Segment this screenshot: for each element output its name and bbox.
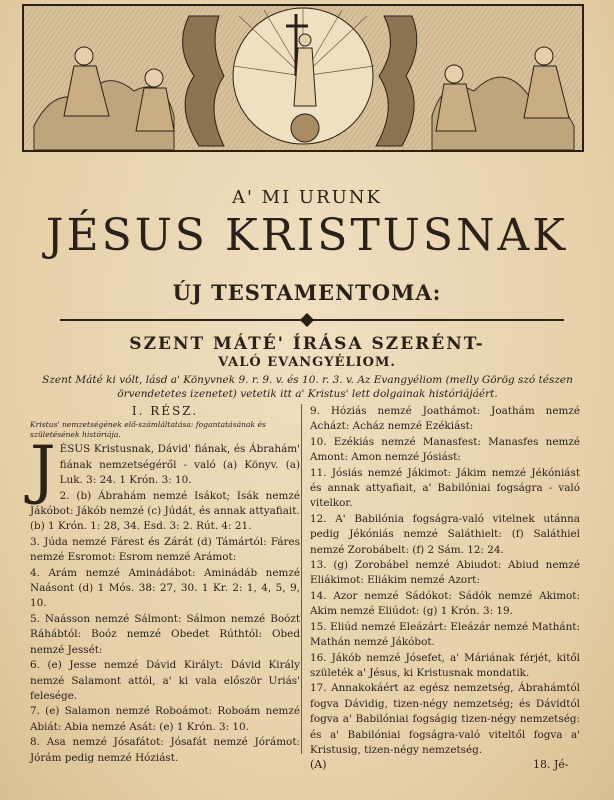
chapter-summary: Kristus' nemzetségének elő-számláltatása: fogantatásának és születésének históriája. (30, 420, 266, 439)
signature-mark: (A) (310, 758, 327, 771)
verse: 4. Arám nemzé Aminádábot: Aminádáb nemzé Naásont (d) 1 Mós. 38: 27, 30. 1 Kr. 2: 1, 4, 5, 9, 10. (30, 566, 300, 610)
verse: 5. Naásson nemzé Sálmont: Sálmon nemzé Boózt Ráhábtól: Boóz nemzé Obedet Rúthtól: Obed nemzé Jessét: (30, 612, 300, 656)
right-column (310, 404, 580, 758)
gospel-title: SZENT MÁTÉ' ÍRÁSA SZERÉNT- (129, 334, 485, 354)
gospel-subtitle: VALÓ EVANGYÉLIOM. (218, 355, 396, 370)
woodcut-illustration (22, 4, 584, 152)
verse: 7. (e) Salamon nemzé Roboámot: Roboám nemzé Abiát: Abia nemzé Asát: (e) 1 Krón. 3: 10. (30, 705, 300, 733)
column-divider (301, 404, 302, 754)
verse: ÉSUS Kristusnak, Dávid' fiának, és Ábrahám' fiának nemzetségéről - való (a) Könyv. (a) Luk. 3: 24. 1 Krón. 3: 10. (59, 443, 300, 487)
verse: 13. (g) Zorobábel nemzé Abiudot: Abiud nemzé Eliákimot: Eliákim nemzé Azort: (310, 559, 580, 587)
verse: 8. Asa nemzé Jósafátot: Jósafát nemzé Jórámot: Jórám pedig nemzé Hóziást. (30, 736, 300, 764)
resurrection-woodcut-icon (24, 6, 582, 150)
catchword: 18. Jé- (533, 758, 569, 771)
intro-note: Szent Máté ki vólt, lásd a' Könyvnek 9. r. 9. v. és 10. r. 3. v. Az Evangyéliom (melly Görög szó tészen örvendetetes izenetet) vetetik itt a' Kristus' lett dolgainak históriájáért. (42, 374, 573, 400)
verse: 3. Júda nemzé Fárest és Zárát (d) Támártól: Fáres nemzé Esromot: Esrom nemzé Arámot: (30, 535, 300, 564)
verse: 15. Eliúd nemzé Eleázárt: Eleázár nemzé Mathánt: Mathán nemzé Jákóbot. (310, 620, 580, 649)
verse: 11. Jósiás nemzé Jákimot: Jákim nemzé Jékóniást és annak attyafiait, a' Babilóniai fogságra - való vitelkor. (310, 466, 580, 510)
rule-ornament-icon (300, 313, 314, 327)
verse: 14. Azor nemzé Sádókot: Sádók nemzé Akimot: Akim nemzé Eliúdot: (g) 1 Krón. 3: 19. (310, 589, 580, 618)
verse: 9. Hóziás nemzé Joathámot: Joathám nemzé Acházt: Acház nemzé Ezékiást: (310, 405, 580, 433)
title-line-3: ÚJ TESTAMENTOMA: (172, 280, 442, 305)
left-column (30, 404, 300, 766)
chapter-heading: I. RÉSZ. (131, 404, 199, 418)
title-line-1: A' MI URUNK (231, 187, 383, 208)
verse: 17. Annakokáért az egész nemzetség, Ábrahámtól fogva Dávidig, tizen-négy nemzetség; és Dávidtól fogva a' Babilóniai fogságig tizen-négy nemzetség: és a' Babilóniai fogságra-való viteltől fogva a' Kristusig, tizen-négy nemzetség. (310, 682, 580, 756)
title-line-2: JÉSUS KRISTUSNAK (45, 210, 569, 261)
verse: (b) 1 Krón. 1: 28, 34. Esd. 3: 2. Rút. 4: 21. (30, 520, 252, 533)
verse: 16. Jákób nemzé Jósefet, a' Máriának férjét, kitől születék a' Jésus, ki Kristusnak mondatik. (310, 651, 580, 679)
verse: 12. A' Babilónia fogságra-való vitelnek utánna pedig Jékóniás nemzé Saláthielt: (f) Saláthiel nemzé Zorobábelt: (f) 2 Sám. 12: 24. (310, 512, 580, 556)
drop-cap: J (30, 433, 56, 508)
verse: 2. (b) Ábrahám nemzé Isákot; Isák nemzé Jákóbot: Jákób nemzé (c) Júdát, és annak attyafiait. (30, 489, 300, 518)
verse: 6. (e) Jesse nemzé Dávid Királyt: Dávid Király nemzé Salamont attól, a' ki vala először Uriás' felesége. (30, 659, 300, 702)
verse: 10. Ezékiás nemzé Manasfest: Manasfes nemzé Amont: Amon nemzé Jósiást: (310, 435, 580, 464)
